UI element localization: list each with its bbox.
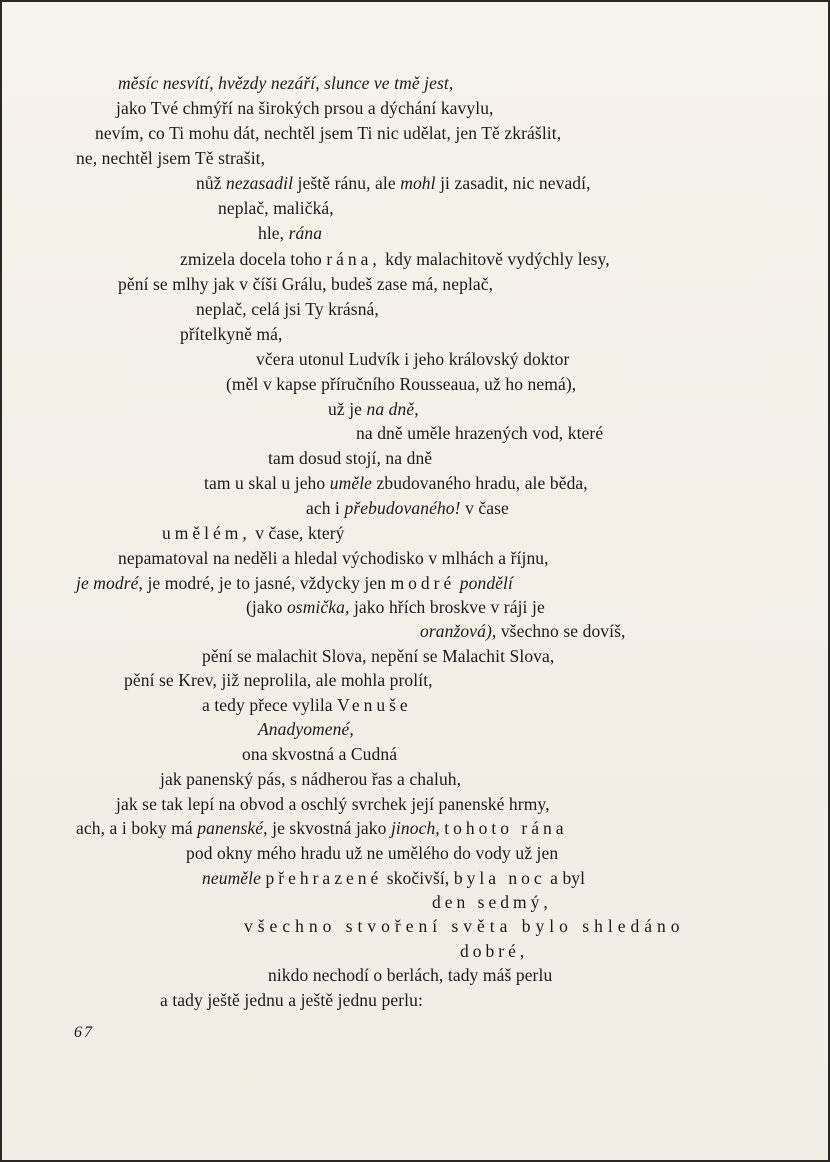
line-text: pod okny mého hradu už ne umělého do vody už jen: [186, 843, 559, 863]
poem-line: [162, 522, 344, 544]
line-text: jak se tak lepí na obvod a oschlý svrchek její panenské hrmy,: [116, 794, 550, 814]
italic-text: Anadyomené,: [258, 719, 354, 739]
line-text: přítelkyně má,: [180, 324, 283, 344]
poem-line: [202, 645, 554, 667]
line-text: zbudovaného hradu, ale běda,: [372, 473, 588, 493]
poem-line: [160, 989, 423, 1011]
poem-line: [244, 915, 685, 937]
line-text: kdy malachitově vydýchly lesy,: [380, 249, 610, 269]
spaced-text: modré: [390, 573, 456, 593]
italic-text: přebudovaného!: [344, 498, 461, 518]
poem-line: [180, 323, 282, 345]
line-text: ještě ránu, ale: [293, 173, 401, 193]
line-text: včera utonul Ludvík i jeho královský doktor: [256, 349, 570, 369]
line-text: a tady ještě jednu a ještě jednu perlu:: [160, 990, 423, 1010]
poem-line: [268, 964, 552, 986]
poem-line: [258, 718, 354, 740]
poem-line: [118, 547, 549, 569]
poem-line: [76, 817, 567, 839]
line-text: ji zasadit, nic nevadí,: [435, 173, 591, 193]
line-text: je modré, je to jasné, vždycky jen: [143, 573, 391, 593]
line-text: jako Tvé chmýří na širokých prsou a dýchání kavylu,: [116, 98, 494, 118]
line-text: v čase, který: [250, 523, 345, 543]
line-text: je skvostná jako: [267, 818, 391, 838]
line-text: neplač, maličká,: [218, 198, 334, 218]
italic-text: neuměle: [202, 868, 262, 888]
line-text: už je: [328, 399, 367, 419]
poem-line: [306, 497, 509, 519]
poem-line: [76, 572, 513, 594]
poem-line: [268, 447, 432, 469]
poem-line: [196, 298, 379, 320]
line-text: pění se mlhy jak v číši Grálu, budeš zase má, neplač,: [118, 274, 494, 294]
italic-text: panenské,: [197, 818, 268, 838]
spaced-text: přehrazené: [265, 868, 383, 888]
poem-line: [256, 348, 569, 370]
poem-line: [160, 768, 461, 790]
poem-line: [328, 398, 419, 420]
line-text: ach i: [306, 498, 345, 518]
line-text: nepamatoval na neděli a hledal východisko v mlhách a říjnu,: [118, 548, 549, 568]
spaced-text: den sedmý,: [432, 892, 552, 912]
line-text: jako hřích broskve v ráji je: [349, 597, 545, 617]
line-text: neplač, celá jsi Ty krásná,: [196, 299, 379, 319]
poem-line: [116, 793, 550, 815]
line-text: skočivší,: [382, 868, 454, 888]
spaced-text: umělém,: [162, 523, 251, 543]
page-number: 67: [74, 1024, 94, 1041]
italic-text: je modré,: [76, 573, 143, 593]
line-text: zmizela docela toho: [180, 249, 327, 269]
line-text: na dně uměle hrazených vod, které: [356, 423, 604, 443]
spaced-text: Venuše: [337, 695, 412, 715]
line-text: nikdo nechodí o berlách, tady máš perlu: [268, 965, 553, 985]
line-text: hle,: [258, 223, 289, 243]
poem-line: [186, 842, 558, 864]
line-text: všechno se dovíš,: [496, 621, 626, 641]
poem-line: [196, 172, 591, 194]
poem-line: [118, 273, 493, 295]
poem-line: [420, 620, 626, 642]
italic-text: pondělí: [459, 573, 513, 593]
poem-line: [204, 472, 588, 494]
spaced-text: dobré,: [460, 941, 529, 961]
line-text: pění se Krev, již neprolila, ale mohla prolít,: [124, 670, 433, 690]
line-text: jak panenský pás, s nádherou řas a chaluh,: [160, 769, 462, 789]
poem-line: [180, 248, 610, 270]
line-text: ach, a i boky má: [76, 818, 198, 838]
poem-line: [95, 122, 561, 144]
poem-line: [118, 72, 453, 94]
line-text: (měl v kapse příručního Rousseaua, už ho nemá),: [226, 374, 577, 394]
line-text: v čase: [460, 498, 509, 518]
italic-text: na dně,: [366, 399, 419, 419]
line-text: tam dosud stojí, na dně: [268, 448, 433, 468]
poem-line: [124, 669, 433, 691]
line-text: pění se malachit Slova, nepění se Malachit Slova,: [202, 646, 555, 666]
poem-line: [202, 694, 412, 716]
line-text: a byl: [545, 868, 586, 888]
line-text: nevím, co Ti mohu dát, nechtěl jsem Ti nic udělat, jen Tě zkrášlit,: [95, 123, 562, 143]
spaced-text: všechno stvoření světa bylo shledáno: [244, 916, 685, 936]
spaced-text: tohoto rána: [444, 818, 568, 838]
italic-text: osmička,: [286, 597, 350, 617]
poem-line: [258, 222, 322, 244]
poem-line: [432, 891, 552, 913]
spaced-text: rána,: [326, 249, 381, 269]
italic-text: mohl: [400, 173, 436, 193]
italic-text: oranžová),: [420, 621, 497, 641]
poem-line: [356, 422, 603, 444]
poem-line: [76, 147, 265, 169]
italic-text: rána: [288, 223, 323, 243]
line-text: tam u skal u jeho: [204, 473, 330, 493]
line-text: ona skvostná a Cudná: [242, 744, 398, 764]
poem-line: [116, 97, 494, 119]
poem-line: [226, 373, 576, 395]
line-text: a tedy přece vylila: [202, 695, 338, 715]
poem-line: [202, 867, 585, 889]
line-text: nůž: [196, 173, 227, 193]
poem-line: [460, 940, 528, 962]
poem-line: [218, 197, 334, 219]
spaced-text: byla noc: [453, 868, 546, 888]
poem-line: [242, 743, 397, 765]
italic-text: nezasadil: [226, 173, 294, 193]
italic-text: jinoch,: [390, 818, 440, 838]
line-text: (jako: [246, 597, 287, 617]
italic-text: měsíc nesvítí, hvězdy nezáří, slunce ve tmě jest,: [118, 73, 454, 93]
poem-line: [246, 596, 545, 618]
line-text: ne, nechtěl jsem Tě strašit,: [76, 148, 266, 168]
italic-text: uměle: [329, 473, 373, 493]
